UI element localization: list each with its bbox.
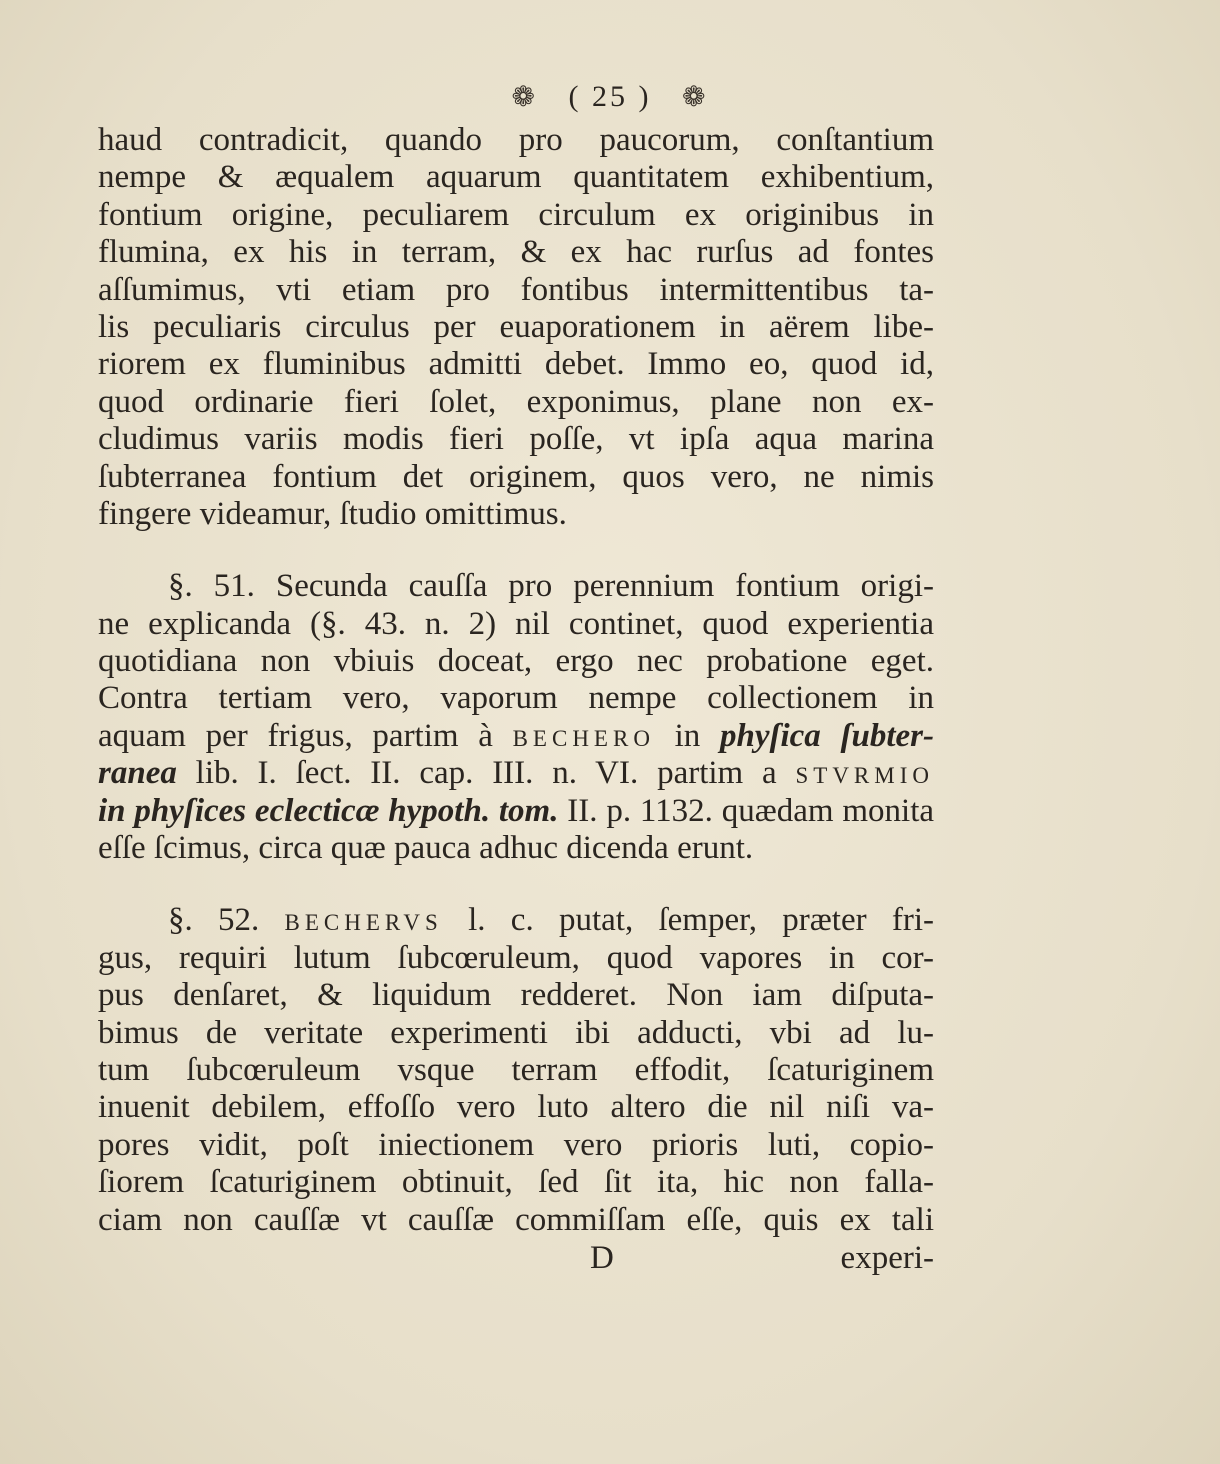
text-line: gus, requiri lutum ſubcœruleum, quod vapores in cor- <box>98 939 934 976</box>
text-line: tum ſubcœruleum vsque terram effodit, ſcaturiginem <box>98 1051 934 1088</box>
page-number: ( 25 ) <box>568 80 652 113</box>
text-line: in phyſices eclecticæ hypoth. tom. II. p. 1132. quædam monita <box>98 792 935 829</box>
book-title: ranea <box>98 755 177 792</box>
text-line: §. 52. BECHERVS l. c. putat, ſemper, præter fri- <box>168 902 934 939</box>
author-name: BECHERVS <box>284 910 443 936</box>
signature-mark: D <box>590 1240 614 1276</box>
text-line: lis peculiaris circulus per euaporationem in aërem libe- <box>98 308 934 345</box>
text-line: riorem ex fluminibus admitti debet. Immo eo, quod id, <box>98 346 934 383</box>
text-line: quotidiana non vbiuis doceat, ergo nec probatione eget. <box>98 643 934 680</box>
author-name: BECHERO <box>512 725 655 751</box>
text-line: flumina, ex his in terram, & ex hac rurſus ad fontes <box>98 234 934 271</box>
body-text <box>98 122 934 1239</box>
book-title: phyſica ſubter- <box>720 717 934 754</box>
text-line: nempe & æqualem aquarum quantitatem exhibentium, <box>98 159 934 196</box>
text-line: pores vidit, poſt iniectionem vero prioris luti, copio- <box>98 1126 934 1163</box>
text-line: ſubterranea fontium det originem, quos vero, ne nimis <box>98 458 934 495</box>
text-line: fontium origine, peculiarem circulum ex originibus in <box>98 196 934 233</box>
page-header <box>0 80 1220 114</box>
text-line: ciam non cauſſæ vt cauſſæ commiſſam eſſe, quis ex tali <box>98 1201 934 1238</box>
text-line: aquam per frigus, partim à BECHERO in phyſica ſubter- <box>98 717 934 754</box>
flower-ornament-icon: ❁ <box>681 82 709 113</box>
text-line: haud contradicit, quando pro paucorum, conſtantium <box>98 122 934 158</box>
text-line: quod ordinarie fieri ſolet, exponimus, plane non ex- <box>98 383 934 420</box>
text-line: §. 51. Secunda cauſſa pro perennium fontium origi- <box>168 568 934 605</box>
text-line: fingere videamur, ſtudio omittimus. <box>98 495 567 532</box>
text-line: Contra tertiam vero, vaporum nempe collectionem in <box>98 680 934 717</box>
text-line: aſſumimus, vti etiam pro fontibus intermittentibus ta- <box>98 271 934 308</box>
text-line: inuenit debilem, effoſſo vero luto altero die nil niſi va- <box>98 1089 934 1126</box>
paragraph-52 <box>98 902 934 1239</box>
text-line: eſſe ſcimus, circa quæ pauca adhuc dicenda erunt. <box>98 830 754 867</box>
text-line: pus denſaret, & liquidum redderet. Non iam diſputa- <box>98 977 934 1014</box>
catchword: experi- <box>840 1240 934 1276</box>
paragraph-51 <box>98 568 934 867</box>
text-line: ſiorem ſcaturiginem obtinuit, ſed ſit ita, hic non falla- <box>98 1164 934 1201</box>
book-title: in phyſices eclecticæ hypoth. tom. <box>98 792 559 829</box>
paragraph-1 <box>98 122 934 533</box>
text-line: bimus de veritate experimenti ibi adducti, vbi ad lu- <box>98 1014 934 1051</box>
text-line: ne explicanda (§. 43. n. 2) nil continet, quod experientia <box>98 605 934 642</box>
text-line: ranea lib. I. ſect. II. cap. III. n. VI. partim a STVRMIO <box>98 755 934 792</box>
text-line: cludimus variis modis fieri poſſe, vt ipſa aqua marina <box>98 421 934 458</box>
flower-ornament-icon: ❁ <box>511 82 538 113</box>
author-name: STVRMIO <box>795 763 934 789</box>
